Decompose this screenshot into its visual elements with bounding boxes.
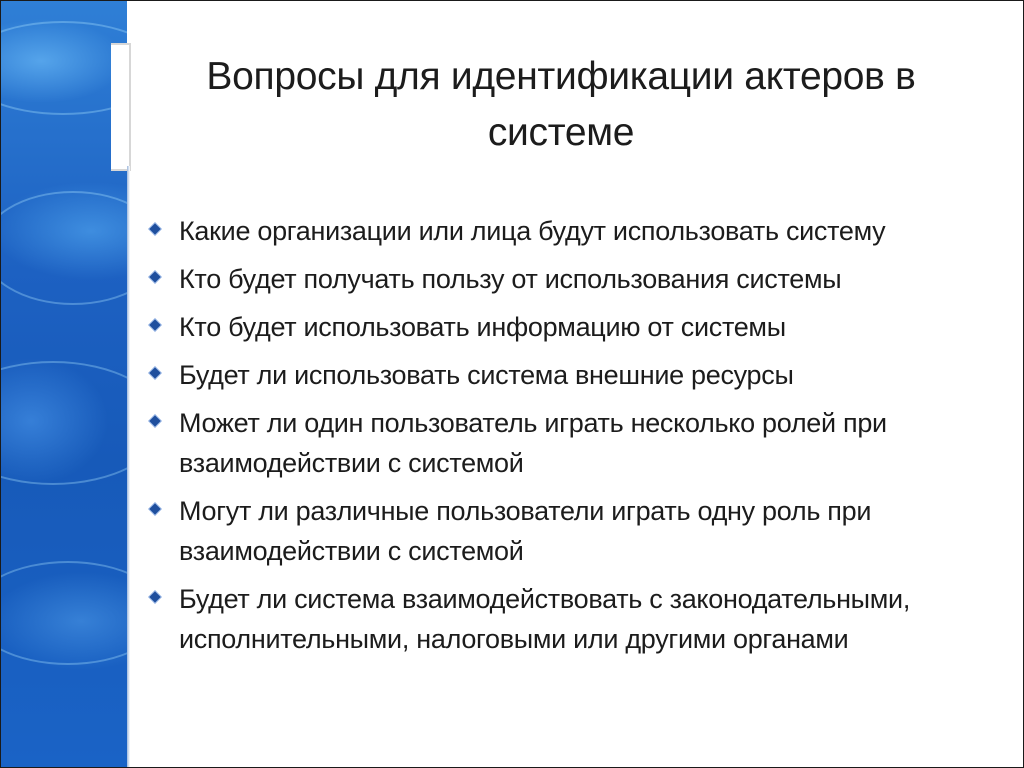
bullet-list (147, 211, 987, 667)
bullet-text: Будет ли использовать система внешние ресурсы (179, 360, 794, 390)
bullet-text: Кто будет использовать информацию от системы (179, 312, 786, 342)
diamond-bullet-icon (149, 223, 160, 234)
bullet-item (147, 355, 987, 395)
diamond-bullet-icon (149, 503, 160, 514)
bullet-text: Какие организации или лица будут использовать систему (179, 216, 886, 246)
diamond-bullet-icon (149, 271, 160, 282)
bullet-item (147, 259, 987, 299)
diamond-bullet-icon (149, 319, 160, 330)
decorative-edge-line (127, 166, 130, 767)
bullet-text: Может ли один пользователь играть несколько ролей при взаимодействии с системой (179, 408, 887, 478)
bullet-item (147, 307, 987, 347)
decorative-side-band (1, 1, 127, 767)
bullet-text: Кто будет получать пользу от использования системы (179, 264, 842, 294)
decorative-streak (1, 191, 127, 305)
bullet-text: Будет ли система взаимодействовать с законодательными, исполнительными, налоговыми или другими органами (179, 584, 911, 654)
diamond-bullet-icon (149, 367, 160, 378)
bullet-item (147, 211, 987, 251)
slide-title: Вопросы для идентификации актеров в системе (206, 55, 916, 154)
decorative-notch (111, 43, 131, 171)
bullet-item (147, 403, 987, 483)
bullet-item (147, 491, 987, 571)
decorative-streak (1, 21, 127, 115)
bullet-item (147, 579, 987, 659)
diamond-bullet-icon (149, 415, 160, 426)
decorative-streak (1, 361, 127, 485)
diamond-bullet-icon (149, 591, 160, 602)
bullet-text: Могут ли различные пользователи играть одну роль при взаимодействии с системой (179, 496, 872, 566)
decorative-streak (1, 561, 127, 665)
